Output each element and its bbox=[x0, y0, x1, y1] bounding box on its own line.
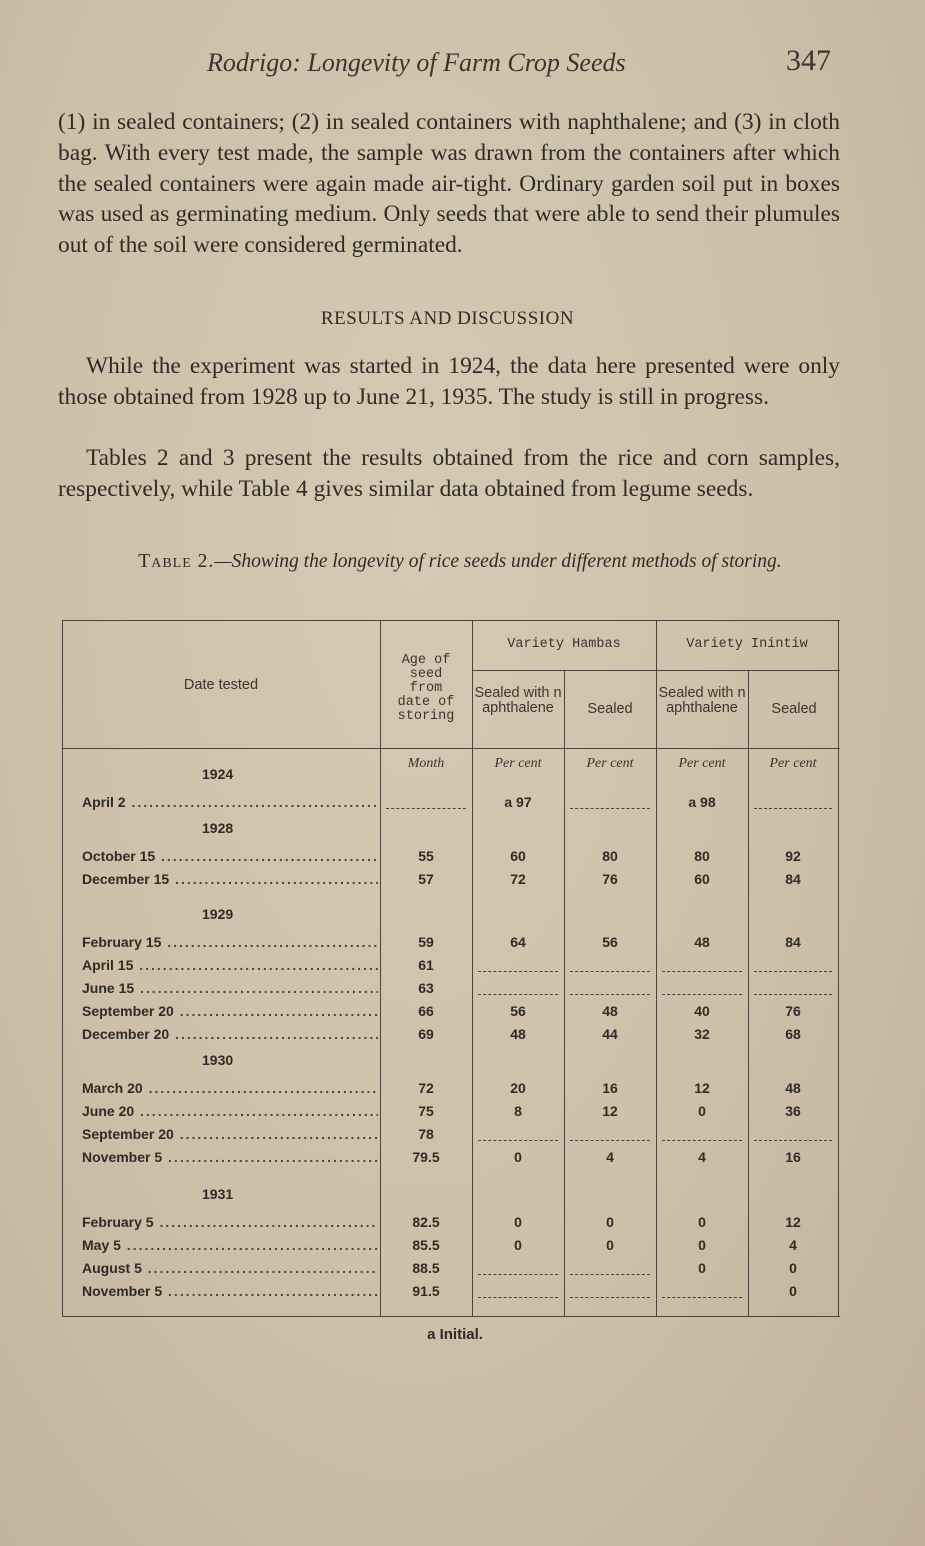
row-date: June 20 ..... bbox=[82, 1103, 378, 1119]
data-cell: a 98 bbox=[688, 794, 716, 810]
table-caption-label: Table 2. bbox=[138, 551, 215, 572]
header-variety-inintiw: Variety Inintiw bbox=[686, 637, 808, 652]
empty-cell-leader bbox=[754, 994, 832, 995]
data-cell: 0 bbox=[606, 1237, 614, 1253]
data-cell: 75 bbox=[418, 1103, 434, 1119]
data-cell: 57 bbox=[418, 871, 434, 887]
running-title: Rodrigo: Longevity of Farm Crop Seeds bbox=[207, 48, 626, 77]
page-header bbox=[0, 44, 925, 88]
data-cell: 76 bbox=[785, 1003, 801, 1019]
data-cell: 69 bbox=[418, 1026, 434, 1042]
data-cell: 4 bbox=[789, 1237, 797, 1253]
paragraph-results-intro: While the experiment was started in 1924, the data here presented were only those obtained from 1928 up to June 21, 1935. The study is still in progress. bbox=[58, 353, 840, 410]
data-cell: a 97 bbox=[504, 794, 532, 810]
empty-cell-leader bbox=[386, 808, 466, 809]
data-cell: 61 bbox=[418, 957, 434, 973]
data-cell: 0 bbox=[514, 1214, 522, 1230]
data-cell: 0 bbox=[789, 1283, 797, 1299]
data-cell: 12 bbox=[602, 1103, 618, 1119]
empty-cell-leader bbox=[478, 1297, 558, 1298]
data-cell: 0 bbox=[698, 1214, 706, 1230]
year-label: 1930 bbox=[202, 1052, 234, 1068]
row-date: March 20 ..... bbox=[82, 1080, 378, 1096]
row-date: September 20 ..... bbox=[82, 1126, 378, 1142]
row-date: June 15 ..... bbox=[82, 980, 378, 996]
data-cell: 79.5 bbox=[412, 1149, 440, 1165]
row-date: December 20 ..... bbox=[82, 1026, 378, 1042]
data-cell: 12 bbox=[694, 1080, 710, 1096]
data-cell: 72 bbox=[418, 1080, 434, 1096]
table-top-rule bbox=[62, 620, 840, 621]
data-cell: 56 bbox=[510, 1003, 526, 1019]
data-cell: 48 bbox=[510, 1026, 526, 1042]
table-right-border bbox=[838, 620, 839, 1316]
empty-cell-leader bbox=[662, 971, 742, 972]
empty-cell-leader bbox=[478, 1140, 558, 1141]
data-cell: 55 bbox=[418, 848, 434, 864]
row-date: October 15 ..... bbox=[82, 848, 378, 864]
data-cell: 4 bbox=[606, 1149, 614, 1165]
unit-per-cent: Per cent bbox=[586, 756, 634, 771]
empty-cell-leader bbox=[478, 1274, 558, 1275]
data-cell: 40 bbox=[694, 1003, 710, 1019]
data-cell: 8 bbox=[514, 1103, 522, 1119]
empty-cell-leader bbox=[570, 994, 650, 995]
year-label: 1929 bbox=[202, 906, 234, 922]
row-date: February 15 ..... bbox=[82, 934, 378, 950]
data-cell: 0 bbox=[698, 1260, 706, 1276]
table-left-border bbox=[62, 620, 63, 1316]
unit-per-cent: Per cent bbox=[494, 756, 542, 771]
year-label: 1931 bbox=[202, 1186, 234, 1202]
data-cell: 60 bbox=[510, 848, 526, 864]
table-caption-text: —Showing the longevity of rice seeds under different methods of storing. bbox=[214, 551, 782, 572]
data-cell: 78 bbox=[418, 1126, 434, 1142]
data-cell: 72 bbox=[510, 871, 526, 887]
header-inintiw-sealed: Sealed bbox=[771, 701, 817, 717]
empty-cell-leader bbox=[570, 1297, 650, 1298]
empty-cell-leader bbox=[570, 808, 650, 809]
row-date: August 5 ..... bbox=[82, 1260, 378, 1276]
data-cell: 84 bbox=[785, 934, 801, 950]
data-cell: 76 bbox=[602, 871, 618, 887]
data-cell: 80 bbox=[602, 848, 618, 864]
data-cell: 88.5 bbox=[412, 1260, 440, 1276]
data-cell: 48 bbox=[602, 1003, 618, 1019]
empty-cell-leader bbox=[662, 1140, 742, 1141]
data-cell: 16 bbox=[602, 1080, 618, 1096]
year-label: 1928 bbox=[202, 820, 234, 836]
data-cell: 85.5 bbox=[412, 1237, 440, 1253]
year-label: 1924 bbox=[202, 766, 234, 782]
data-cell: 32 bbox=[694, 1026, 710, 1042]
col-divider-variety bbox=[656, 620, 657, 1316]
data-cell: 48 bbox=[785, 1080, 801, 1096]
data-cell: 91.5 bbox=[412, 1283, 440, 1299]
row-date: February 5 ..... bbox=[82, 1214, 378, 1230]
data-cell: 80 bbox=[694, 848, 710, 864]
data-cell: 68 bbox=[785, 1026, 801, 1042]
header-hambas-naphthalene: Sealed with naphthalene bbox=[474, 685, 562, 716]
data-cell: 66 bbox=[418, 1003, 434, 1019]
data-cell: 48 bbox=[694, 934, 710, 950]
data-cell: 92 bbox=[785, 848, 801, 864]
data-cell: 0 bbox=[514, 1149, 522, 1165]
table-footnote: a Initial. bbox=[427, 1326, 483, 1343]
empty-cell-leader bbox=[662, 994, 742, 995]
empty-cell-leader bbox=[570, 971, 650, 972]
table-bottom-rule bbox=[62, 1316, 840, 1317]
row-date: September 20 ..... bbox=[82, 1003, 378, 1019]
data-cell: 12 bbox=[785, 1214, 801, 1230]
page-number: 347 bbox=[786, 44, 831, 77]
table-2 bbox=[62, 620, 840, 1320]
paragraph-tables-intro: Tables 2 and 3 present the results obtained from the rice and corn samples, respectively, while Table 4 gives similar data obtained from legume seeds. bbox=[58, 445, 840, 502]
empty-cell-leader bbox=[570, 1140, 650, 1141]
header-inintiw-naphthalene: Sealed with naphthalene bbox=[658, 685, 746, 716]
paragraph-methods: (1) in sealed containers; (2) in sealed containers with naphthalene; and (3) in cloth bag. With every test made, the sample was drawn from the containers after which the sealed containers were again made air-tight. Ordinary garden soil put in boxes was used as germinating medium. Only seeds that were able to send their plumules out of the soil were considered germinated. bbox=[58, 109, 840, 259]
empty-cell-leader bbox=[478, 971, 558, 972]
data-cell: 56 bbox=[602, 934, 618, 950]
data-cell: 0 bbox=[514, 1237, 522, 1253]
header-date-tested: Date tested bbox=[183, 677, 259, 693]
unit-per-cent: Per cent bbox=[678, 756, 726, 771]
row-date: December 15 ..... bbox=[82, 871, 378, 887]
row-date: April 2 ..... bbox=[82, 794, 378, 810]
data-cell: 64 bbox=[510, 934, 526, 950]
header-variety-hambas: Variety Hambas bbox=[507, 637, 621, 652]
table-caption bbox=[60, 548, 860, 575]
col-divider-age bbox=[472, 620, 473, 1316]
data-cell: 36 bbox=[785, 1103, 801, 1119]
data-cell: 0 bbox=[789, 1260, 797, 1276]
row-date: April 15 ..... bbox=[82, 957, 378, 973]
data-cell: 59 bbox=[418, 934, 434, 950]
data-cell: 84 bbox=[785, 871, 801, 887]
unit-month: Month bbox=[407, 756, 445, 771]
row-date: May 5 ..... bbox=[82, 1237, 378, 1253]
row-date: November 5 ..... bbox=[82, 1283, 378, 1299]
empty-cell-leader bbox=[754, 971, 832, 972]
data-cell: 44 bbox=[602, 1026, 618, 1042]
unit-per-cent: Per cent bbox=[769, 756, 817, 771]
data-cell: 0 bbox=[698, 1237, 706, 1253]
header-hambas-sealed: Sealed bbox=[587, 701, 633, 717]
empty-cell-leader bbox=[662, 1297, 742, 1298]
data-cell: 60 bbox=[694, 871, 710, 887]
table-header-rule bbox=[62, 748, 840, 749]
data-cell: 82.5 bbox=[412, 1214, 440, 1230]
row-date: November 5 ..... bbox=[82, 1149, 378, 1165]
data-cell: 0 bbox=[606, 1214, 614, 1230]
empty-cell-leader bbox=[570, 1274, 650, 1275]
data-cell: 20 bbox=[510, 1080, 526, 1096]
data-cell: 63 bbox=[418, 980, 434, 996]
data-cell: 16 bbox=[785, 1149, 801, 1165]
header-age: Age of seed from date of storing bbox=[397, 653, 455, 724]
empty-cell-leader bbox=[754, 808, 832, 809]
empty-cell-leader bbox=[754, 1140, 832, 1141]
section-heading: RESULTS AND DISCUSSION bbox=[320, 308, 575, 329]
data-cell: 4 bbox=[698, 1149, 706, 1165]
empty-cell-leader bbox=[478, 994, 558, 995]
data-cell: 0 bbox=[698, 1103, 706, 1119]
